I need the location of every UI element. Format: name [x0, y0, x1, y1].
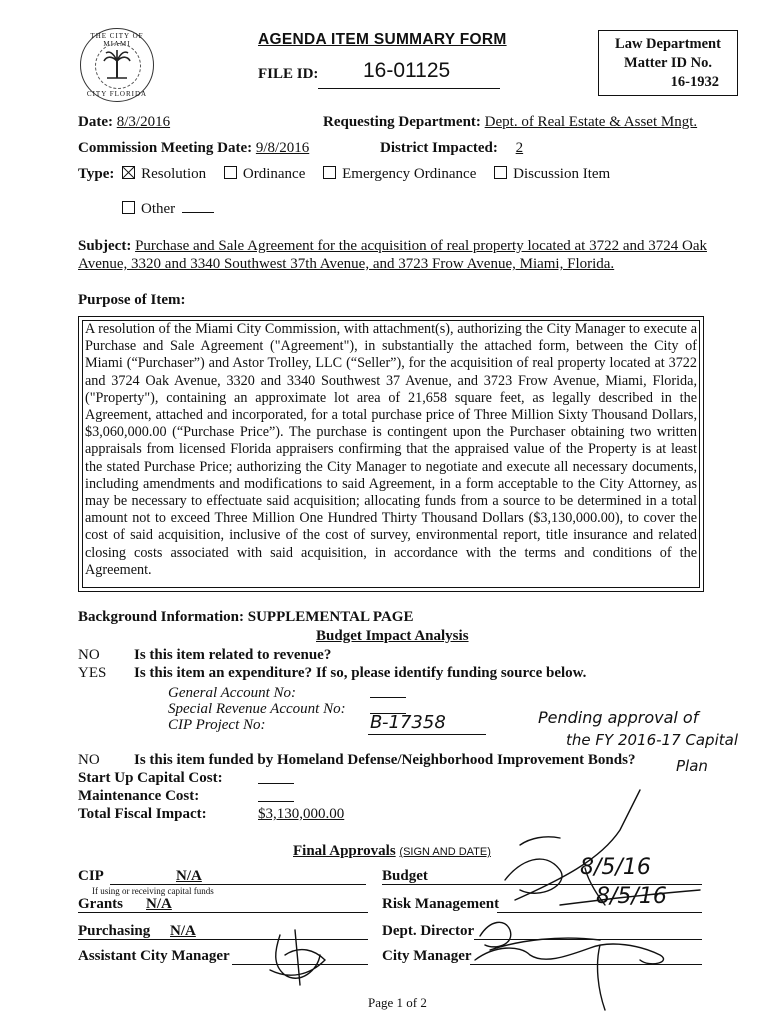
handwritten-note-line3: Plan [676, 757, 708, 775]
risk-date-handwritten: 8/5/16 [596, 884, 667, 909]
q2-answer: YES [78, 665, 107, 681]
seal-text-bottom: CITY FLORIDA [86, 90, 148, 98]
commission-date-value: 9/8/2016 [255, 140, 310, 156]
subject-label: Subject: [78, 238, 132, 254]
risk-management-label: Risk Management [382, 896, 500, 912]
type-option-resolution[interactable]: Resolution [122, 166, 206, 182]
form-title: AGENDA ITEM SUMMARY FORM [258, 31, 507, 48]
start-up-label: Start Up Capital Cost: [78, 770, 223, 786]
dept-director-label: Dept. Director [382, 923, 475, 939]
subject-line2: Avenue, 3320 and 3340 Southwest 37th Avenue, and 3723 Frow Avenue, Miami, Florida. [78, 256, 615, 272]
purpose-label: Purpose of Item: [78, 292, 186, 308]
file-id-label: FILE ID: [258, 66, 319, 82]
general-account-label: General Account No: [168, 685, 297, 701]
type-option-other[interactable]: Other [122, 201, 214, 218]
budget-impact-heading: Budget Impact Analysis [316, 628, 469, 644]
cip-value: N/A [176, 868, 202, 884]
date-value: 8/3/2016 [116, 114, 171, 130]
q1-answer: NO [78, 647, 100, 663]
q3-text: Is this item funded by Homeland Defense/Neighborhood Improvement Bonds? [134, 752, 636, 768]
total-fiscal-value: $3,130,000.00 [258, 806, 345, 822]
law-dept-line1: Law Department [615, 36, 721, 52]
type-label: Type: [78, 166, 115, 182]
date-label: Date: [78, 114, 113, 130]
cip-label: CIP [78, 868, 104, 884]
purchasing-label: Purchasing [78, 923, 151, 939]
handwritten-note-line2: the FY 2016-17 Capital [566, 731, 738, 749]
cip-project-label: CIP Project No: [168, 717, 266, 733]
cip-project-value: B-17358 [370, 712, 446, 733]
district-value: 2 [515, 140, 524, 156]
type-option-emergency-ordinance[interactable]: Emergency Ordinance [323, 166, 476, 182]
q1-text: Is this item related to revenue? [134, 647, 332, 663]
q3-answer: NO [78, 752, 100, 768]
file-id-value: 16-01125 [363, 59, 451, 82]
background-label: Background Information: SUPPLEMENTAL PAGE [78, 609, 414, 625]
grants-note: If using or receiving capital funds [92, 886, 214, 896]
requesting-dept-label: Requesting Department: [323, 114, 481, 130]
grants-label: Grants [78, 896, 123, 912]
budget-label: Budget [382, 868, 428, 884]
assistant-city-manager-label: Assistant City Manager [78, 948, 230, 964]
city-manager-label: City Manager [382, 948, 472, 964]
page-number: Page 1 of 2 [368, 995, 427, 1010]
grants-value: N/A [146, 896, 172, 912]
subject-line1: Purchase and Sale Agreement for the acquisition of real property located at 3722 and 3724 Oak [135, 238, 707, 254]
total-fiscal-label: Total Fiscal Impact: [78, 806, 207, 822]
q2-text: Is this item an expenditure? If so, please identify funding source below. [134, 665, 587, 681]
handwritten-note-line1: Pending approval of [538, 708, 699, 727]
requesting-dept-value: Dept. of Real Estate & Asset Mngt. [484, 114, 698, 130]
type-option-discussion-item[interactable]: Discussion Item [494, 166, 610, 182]
purpose-text: A resolution of the Miami City Commission, with attachment(s), authorizing the City Manager to execute a Purchase and Sale Agreement ("Agreement"), in substantially the attached form, between the City of Miami (“Purchaser”) and Astor Trolley, LLC (“Seller”), for the acquisition of real property located at 3722 and 3724 Oak Avenue, 3320 and 3340 Southwest 37 Avenue, and 3723 Frow Avenue, Miami, Florida, ("Property"), containing an approximate lot area of 21,658 square feet, as legally described in the Agreement, attached and incorporated, for a total purchase price of Three Million Sixty Thousand Dollars, $3,060,000.00 (“Purchase Price”). The purchase is contingent upon the Purchaser obtaining two written appraisals from licensed Florida appraisers confirming that the appraised value of the Property is at least the stated Purchase Price; authorizing the City Manager to negotiate and execute all necessary documents, including amendments and modifications to said Agreement, in a form acceptable to the City Attorney, as may be necessary to effectuate said acquisition; allocating funds from a source to be determined in a total amount not to exceed Three Million One Hundred Thirty Thousand Dollars ($3,130,000.00), to cover the cost of said acquisition, inclusive of the cost of survey, environmental report, title insurance and related closing costs associated with said acquisition, in accordance with the terms and conditions of the Agreement. [78, 316, 704, 592]
commission-date-label: Commission Meeting Date: [78, 140, 253, 156]
law-dept-line2: Matter ID No. [624, 55, 712, 71]
type-option-ordinance[interactable]: Ordinance [224, 166, 305, 182]
final-approvals-heading: Final Approvals (SIGN AND DATE) [293, 843, 491, 859]
budget-date-handwritten: 8/5/16 [580, 855, 651, 880]
maintenance-label: Maintenance Cost: [78, 788, 200, 804]
seal-text-top: THE CITY OF MIAMI [90, 32, 144, 48]
district-label: District Impacted: [380, 140, 498, 156]
law-dept-matter-id: 16-1932 [670, 74, 719, 90]
purchasing-value: N/A [170, 923, 196, 939]
special-revenue-label: Special Revenue Account No: [168, 701, 346, 717]
